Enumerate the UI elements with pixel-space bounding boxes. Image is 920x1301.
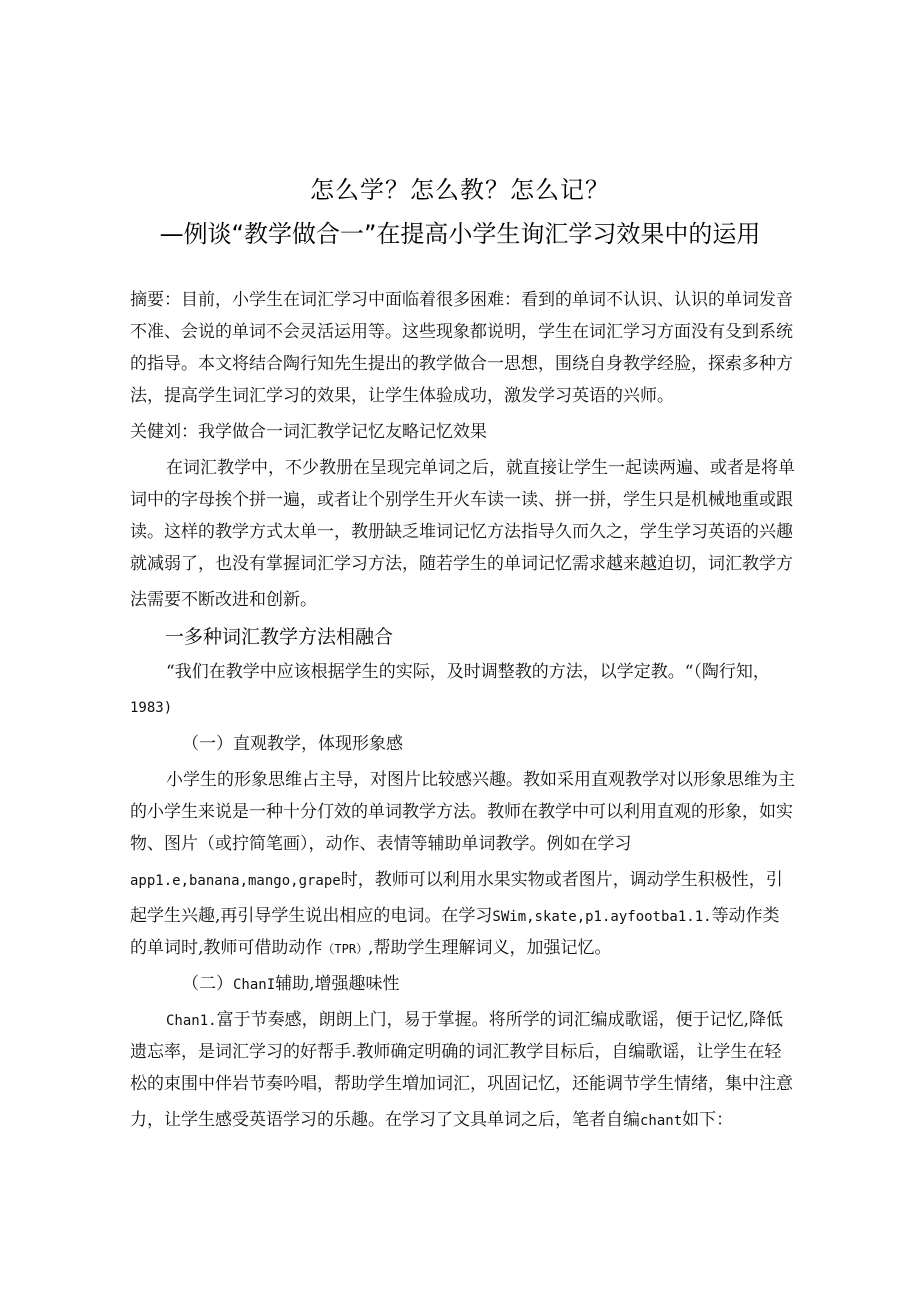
abstract-line-3: 的指导。本文将结合陶行知先生提出的教学做合一思想，围绕自身教学经脸，探索多种方	[130, 354, 793, 374]
sub1-line-2: 的小学生来说是一种十分仃效的单词教学方法。教师在教学中可以利用直观的形象，如实	[130, 802, 793, 822]
sub2-line-4-text-b: 如下：	[682, 1110, 734, 1130]
sub2-line-2: 遗忘率，是词汇学习的好帮手.教师确定明确的词汇教学目标后，自编歌谣，让学生在轻	[130, 1042, 782, 1062]
chant-word-lower: chant	[640, 1113, 683, 1129]
sub1-line-1: 小学生的形象思维占主导，对图片比较感兴趣。教如采用直观教学对以形象思维为主	[166, 770, 795, 790]
sub1-line-6-text-a: 的单词时,教师可借助动作	[130, 938, 323, 958]
sub2-line-4-text-a: 力，让学生感受英语学习的乐趣。在学习了文具单词之后，笔者自编	[130, 1110, 640, 1130]
sub2-heading-text: 辅助,增强趣味性	[275, 974, 400, 994]
sub1-line-5-text-b: 等动作类	[711, 906, 780, 926]
subsection-2-heading	[182, 973, 400, 996]
quote-line-1: “我们在教学中应该根据学生的实际，及时调整教的方法，以学定教。“（陶行知，	[166, 662, 770, 682]
intro-line-4: 就减弱了，也没有掌握词汇学习方法，随若学生的单词记忆需求越来越迫切，词汇教学方	[130, 554, 793, 574]
sub1-line-3: 物、图片（或拧简笔画），动作、表情等辅助单词教学。例如在学习	[130, 834, 632, 854]
document-title: 怎么学？怎么教？怎么记？	[310, 176, 610, 204]
sub1-line-6-text-b: ,帮助学生理解词义，加强记忆。	[368, 938, 612, 958]
subsection-1-heading: （一）直观教学，体现形象感	[182, 734, 403, 754]
sub1-line-5-text-a: 起学生兴趣,再引导学生说出相应的电词。在学习	[130, 906, 493, 926]
sub2-line-4	[130, 1109, 733, 1132]
intro-line-2: 词中的字母挨个拼一遍，或者让个别学生开火车读一读、拼一拼，学生只是机械地重或跟	[130, 490, 793, 510]
sub1-line-5	[130, 905, 780, 928]
sub2-line-1	[166, 1009, 783, 1032]
abstract-line-2: 不准、会说的单词不会灵活运用等。这些现象都说明，学生在词汇学习方面没有殳到系统	[130, 322, 793, 342]
sub2-heading-num: （二）	[182, 974, 233, 994]
sub1-line-6	[130, 937, 612, 960]
chant-word: Chan1.	[166, 1013, 217, 1029]
fruit-words: app1.e,banana,mango,grape	[130, 873, 341, 889]
sub2-line-1-text: 富于节奏感，朗朗上门，易于掌握。将所学的词汇编成歌谣，便于记忆,降低	[216, 1010, 783, 1030]
sub1-line-4-text: 时，教师可以利用水果实物或者图片，调动学生积极性，引	[340, 870, 783, 890]
section-1-heading: 一多种词汇教学方法相融合	[165, 626, 394, 648]
abstract-line-1: 摘要：目前，小学生在词汇学习中面临着很多困难：看到的单词不认识、认识的单词发音	[130, 290, 793, 310]
sub1-line-4	[130, 869, 783, 892]
document-subtitle: —例谈“教学做合一”在提高小学生询汇学习效果中的运用	[159, 220, 761, 248]
action-words: SWim,skate,p1.ayfootba1.1.	[492, 909, 712, 925]
quote-line-2: 1983)	[130, 700, 173, 716]
intro-line-3: 读。这样的教学方式太单一，教册缺乏堆词记忆方法指导久而久之，学生学习英语的兴趣	[130, 522, 793, 542]
sub2-heading-chant: ChanI	[233, 977, 276, 993]
sub2-line-3: 松的束围中伴岩节奏吟唱，帮助学生増加词汇，巩固记忆，还能调节学生情绪，集中注意	[130, 1074, 793, 1094]
tpr-label: （TPR）	[322, 942, 369, 956]
keywords-line: 关健刘：我学做合一词汇教学记忆友略记忆效果	[130, 422, 487, 442]
abstract-line-4: 法，提高学生词汇学习的效果，让学生体验成功，激发学习英语的兴师。	[130, 386, 674, 406]
intro-line-5: 法需要不断改进和创新。	[130, 590, 317, 610]
intro-line-1: 在词汇教学中，不少教册在呈现完单词之后，就直接让学生一起读两遍、或者是将单	[166, 458, 795, 478]
